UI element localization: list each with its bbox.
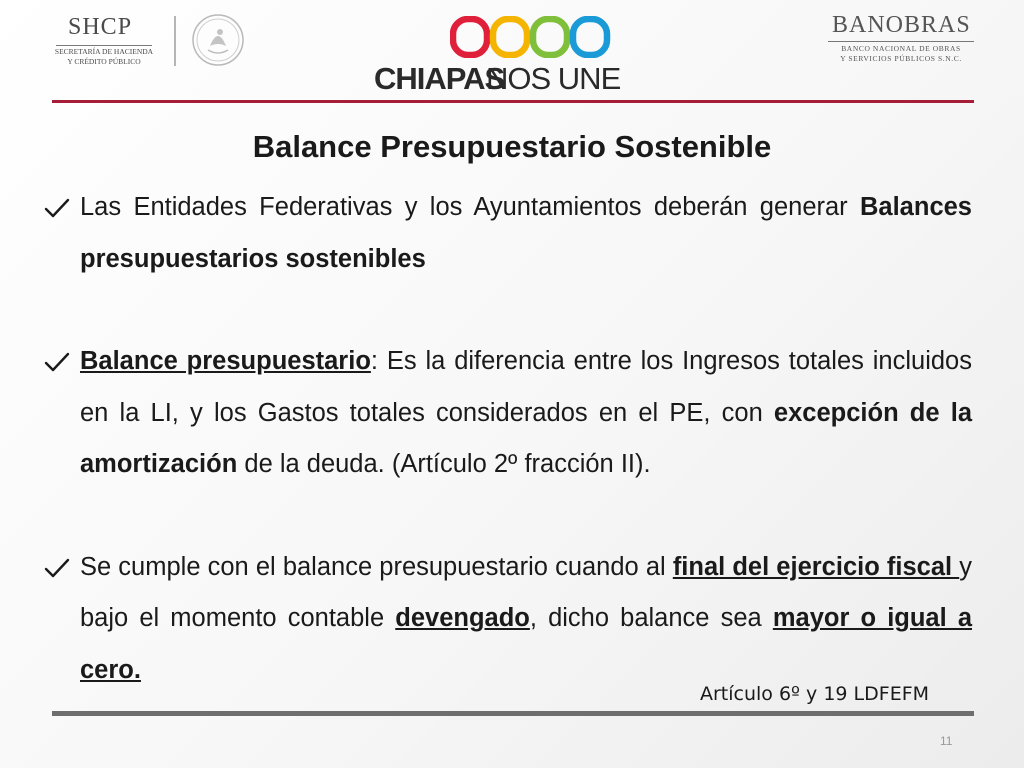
slide-title: Balance Presupuestario Sostenible	[252, 129, 772, 164]
bullet-term: devengado	[395, 604, 530, 632]
bullet-term: final del ejercicio fiscal	[672, 552, 960, 581]
coat-of-arms-icon	[190, 12, 246, 68]
chiapas-nos-une-logo	[368, 16, 621, 96]
shcp-subtitle-line1: SECRETARÍA DE HACIENDA	[54, 47, 154, 56]
banobras-subtitle-line1: BANCO NACIONAL DE OBRAS	[841, 44, 961, 53]
slide-header	[0, 0, 1024, 100]
bullet-bold-text: excepción de la amortización	[80, 398, 973, 478]
bullet-text: , dicho balance sea	[529, 604, 773, 632]
bullet-list	[40, 182, 972, 696]
checkmark-icon	[44, 557, 70, 579]
bullet-item	[40, 336, 972, 491]
bullet-text: Las Entidades Federativas y los Ayuntamientos deberán generar	[80, 193, 860, 221]
footer-divider-rule	[52, 711, 974, 716]
nos-une-logo-word: NOS UNE	[486, 61, 621, 96]
rings-icon	[450, 16, 612, 58]
shcp-logo	[52, 12, 242, 72]
bullet-text: Se cumple con el balance presupuestario cuando al	[80, 552, 673, 581]
banobras-logo-subtitle	[828, 44, 974, 64]
bullet-text: : Es la diferencia entre los Ingresos totales incluidos en la LI, y los Gastos totales considerados en el PE, con	[80, 347, 972, 427]
banobras-subtitle-line2: Y SERVICIOS PÚBLICOS S.N.C.	[840, 54, 962, 63]
shcp-subtitle-line2: Y CRÉDITO PÚBLICO	[67, 57, 141, 66]
bullet-item	[40, 542, 972, 697]
checkmark-icon	[44, 197, 70, 219]
legal-reference: Artículo 6º y 19 LDFEFM	[700, 683, 930, 705]
shcp-vertical-divider	[174, 16, 176, 66]
shcp-logo-divider	[56, 45, 152, 46]
bullet-text: y bajo el momento contable	[80, 552, 972, 632]
banobras-logo-divider	[828, 41, 974, 42]
page-number: 11	[940, 734, 953, 748]
bullet-text: de la deuda. (Artículo 2º fracción II).	[237, 450, 651, 478]
banobras-logo	[822, 10, 982, 70]
checkmark-icon	[44, 351, 70, 373]
bullet-term: mayor o igual a cero.	[80, 604, 972, 684]
header-divider-rule	[52, 100, 974, 103]
shcp-logo-name: SHCP	[68, 14, 133, 40]
bullet-bold-text: Balances presupuestarios sostenibles	[80, 193, 972, 273]
bullet-term: Balance presupuestario	[80, 347, 371, 375]
bullet-item	[40, 182, 972, 285]
shcp-logo-subtitle	[52, 47, 156, 67]
banobras-logo-name: BANOBRAS	[832, 12, 971, 38]
chiapas-logo-word: CHIAPAS	[374, 61, 505, 96]
